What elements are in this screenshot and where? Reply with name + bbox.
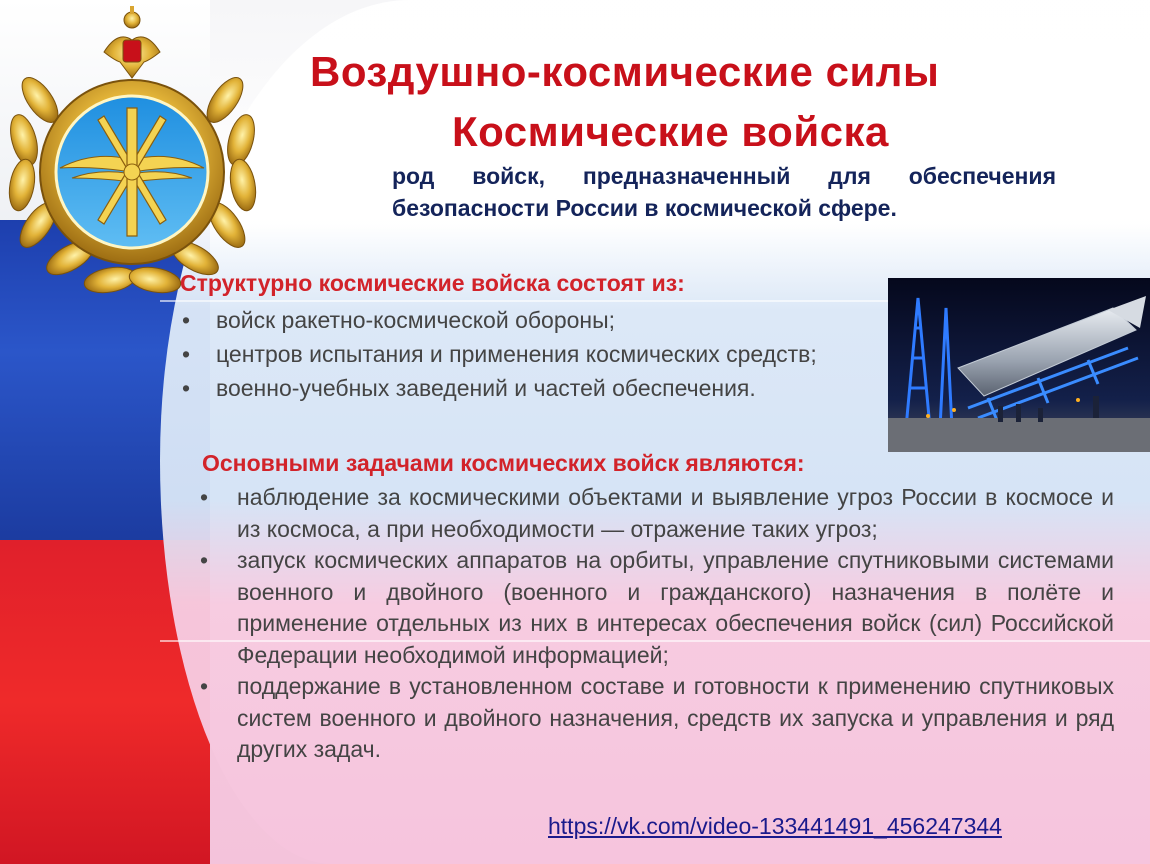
page-subtitle: Космические войска [452,108,889,155]
video-link[interactable]: https://vk.com/video-133441491_456247344 [548,813,1002,839]
list-item: • наблюдение за космическими объектами и выявление угроз России в космосе и из космоса, а при необходимости — отражение таких угроз; [200,482,1114,545]
structure-heading: Структурно космические войска состоят из: [180,270,685,296]
structure-list [180,303,878,405]
list-item: • поддержание в установленном составе и готовности к применению спутниковых систем военного и двойного назначения, средств их запуска и управления и ряд других задач. [200,671,1114,766]
tasks-heading: Основными задачами космических войск являются: [202,450,805,476]
list-item: • военно-учебных заведений и частей обеспечения. [180,371,878,405]
list-item: • запуск космических аппаратов на орбиты, управление спутниковыми системами военного и двойного (военного и гражданского) назначения в полёте и применение отдельных из них в интересах обеспечения войск (сил) Российской Федерации необходимой информацией; [200,545,1114,671]
rocket-launch-pad-photo [888,278,1150,452]
tasks-list [200,482,1114,766]
list-item: • центров испытания и применения космических средств; [180,337,878,371]
lead-definition: род войск, предназначенный для обеспечения безопасности России в космической сфере. [392,163,1056,221]
page-title: Воздушно-космические силы [310,48,940,95]
aerospace-forces-emblem-icon [0,0,265,300]
list-item: • войск ракетно-космической обороны; [180,303,878,337]
